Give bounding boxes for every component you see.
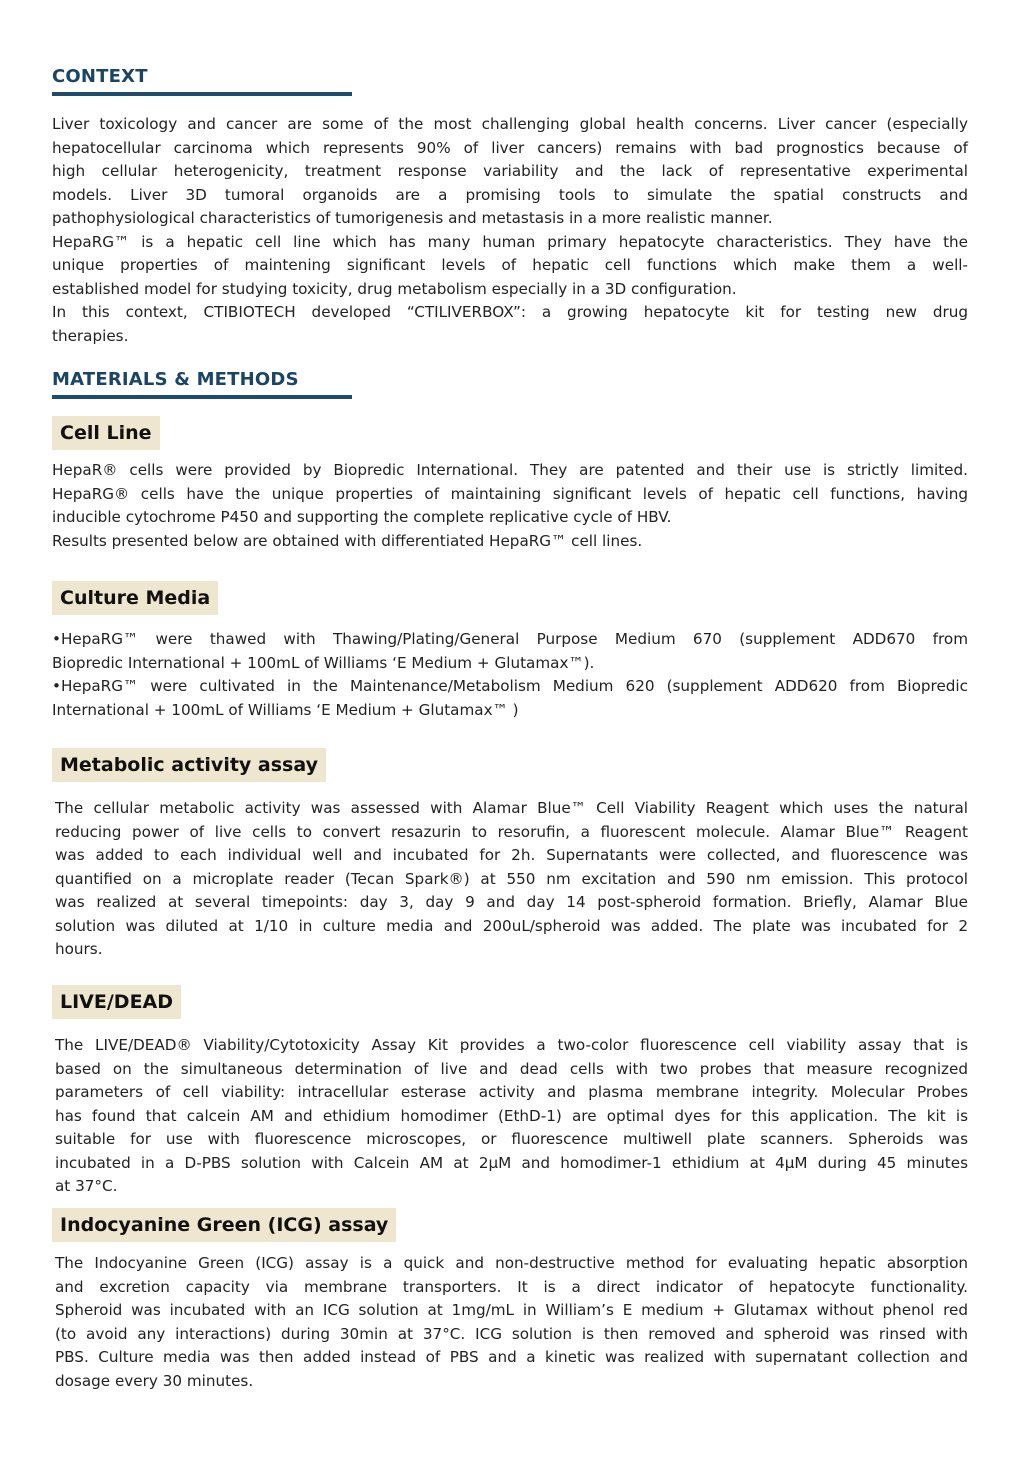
text-line: The cellular metabolic activity was assessed with Alamar Blue™ Cell Viability Reagent which uses the natural [55,799,968,817]
icg-assay-paragraph [55,1252,968,1393]
text-line: inducible cytochrome P450 and supporting the complete replicative cycle of HBV. [52,508,672,526]
text-line: Spheroid was incubated with an ICG solution at 1mg/mL in William’s E medium + Glutamax without phenol red [55,1301,968,1319]
text-line: The LIVE/DEAD® Viability/Cytotoxicity Assay Kit provides a two-color fluorescence cell viability assay that is [55,1036,968,1054]
text-line: suitable for use with fluorescence microscopes, or fluorescence multiwell plate scanners. Spheroids was [55,1130,968,1148]
text-line: models. Liver 3D tumoral organoids are a promising tools to simulate the spatial constructs and [52,185,968,204]
text-line: pathophysiological characteristics of tumorigenesis and metastasis in a more realistic manner. [52,209,773,227]
cell-line-paragraph [52,459,968,553]
text-line: reducing power of live cells to convert resazurin to resorufin, a fluorescent molecule. Alamar Blue™ Reagent [55,822,968,841]
materials-methods-heading: MATERIALS & METHODS [52,369,299,390]
icg-assay-heading: Indocyanine Green (ICG) assay [52,1208,396,1242]
text-line: HepaRG™ is a hepatic cell line which has many human primary hepatocyte characteristics. They have the [52,232,968,251]
text-line: Liver toxicology and cancer are some of the most challenging global health concerns. Liver cancer (especially [52,115,968,133]
context-heading-underline [52,92,352,96]
text-line: Results presented below are obtained with differentiated HepaRG™ cell lines. [52,531,643,550]
text-line: established model for studying toxicity, drug metabolism especially in a 3D configuration. [52,279,737,298]
text-line: •HepaRG™ were thawed with Thawing/Plating/General Purpose Medium 670 (supplement ADD670 from [52,630,968,648]
text-line: •HepaRG™ were cultivated in the Maintenance/Metabolism Medium 620 (supplement ADD620 from Biopredic [52,677,968,695]
text-line: was added to each individual well and incubated for 2h. Supernatants were collected, and fluorescence was [55,846,968,864]
context-paragraph-1 [52,113,968,348]
text-line: at 37°C. [55,1177,118,1195]
text-line: has found that calcein AM and ethidium homodimer (EthD-1) are optimal dyes for this application. The kit is [55,1106,968,1125]
text-line: based on the simultaneous determination of live and dead cells with two probes that measure recognized [55,1059,968,1078]
text-line: therapies. [52,326,129,345]
culture-media-heading: Culture Media [52,581,218,615]
live-dead-paragraph [55,1034,968,1199]
text-line: In this context, CTIBIOTECH developed “CTILIVERBOX”: a growing hepatocyte kit for testing new drug [52,303,968,321]
materials-methods-heading-underline [52,395,352,399]
text-line: high cellular heterogenicity, treatment response variability and the lack of representative experimental [52,162,968,180]
text-line: PBS. Culture media was then added instead of PBS and a kinetic was realized with supernatant collection and [55,1348,968,1366]
text-line: quantified on a microplate reader (Tecan Spark®) at 550 nm excitation and 590 nm emission. This protocol [55,869,968,888]
metabolic-activity-assay-heading: Metabolic activity assay [52,748,326,782]
text-line: solution was diluted at 1/10 in culture media and 200uL/spheroid was added. The plate was incubated for 2 [55,916,968,935]
text-line: hours. [55,940,103,958]
cell-line-heading: Cell Line [52,416,160,450]
text-line: (to avoid any interactions) during 30min at 37°C. ICG solution is then removed and spheroid was rinsed with [55,1324,968,1343]
text-line: HepaRG® cells have the unique properties of maintaining significant levels of hepatic cell functions, having [52,484,968,503]
text-line: incubated in a D-PBS solution with Calcein AM at 2µM and homodimer-1 ethidium at 4µM during 45 minutes [55,1153,968,1172]
live-dead-heading: LIVE/DEAD [52,985,181,1019]
text-line: Biopredic International + 100mL of Williams ‘E Medium + Glutamax™). [52,653,595,672]
metabolic-activity-paragraph [55,797,968,962]
context-heading: CONTEXT [52,66,148,87]
text-line: was realized at several timepoints: day 3, day 9 and day 14 post-spheroid formation. Briefly, Alamar Blue [55,893,968,911]
text-line: dosage every 30 minutes. [55,1371,254,1390]
text-line: The Indocyanine Green (ICG) assay is a quick and non-destructive method for evaluating hepatic absorption [55,1254,968,1272]
text-line: hepatocellular carcinoma which represents 90% of liver cancers) remains with bad prognostics because of [52,138,968,157]
text-line: unique properties of maintening significant levels of hepatic cell functions which make them a well- [52,256,968,274]
text-line: and excretion capacity via membrane transporters. It is a direct indicator of hepatocyte functionality. [55,1277,968,1296]
text-line: International + 100mL of Williams ‘E Medium + Glutamax™ ) [52,700,519,719]
culture-media-paragraph [52,628,968,722]
text-line: parameters of cell viability: intracellular esterase activity and plasma membrane integrity. Molecular Probes [55,1083,968,1101]
text-line: HepaR® cells were provided by Biopredic International. They are patented and their use is strictly limited. [52,461,968,479]
